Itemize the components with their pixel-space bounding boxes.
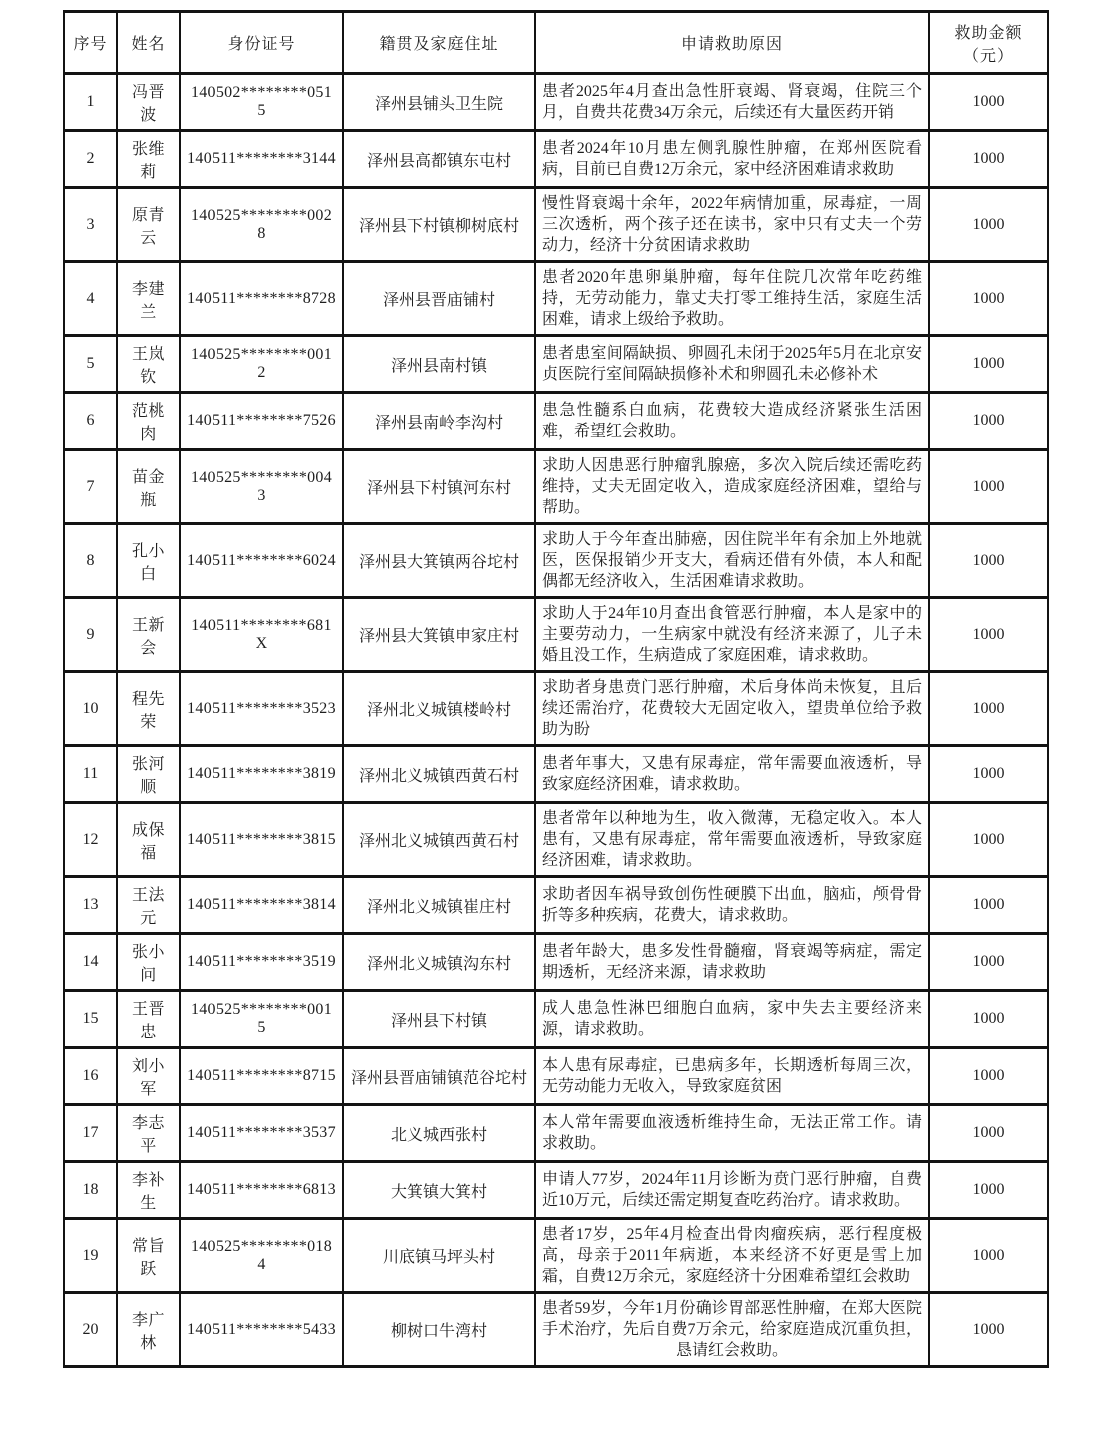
table-row bbox=[64, 746, 1048, 803]
cell-amount: 1000 bbox=[929, 1293, 1048, 1367]
cell-reason: 求助人于今年查出肺癌，因住院半年有余加上外地就医，医保报销少开支大，看病还借有外债，本人和配偶都无经济收入，生活困难请求救助。 bbox=[535, 524, 929, 598]
table-row bbox=[64, 336, 1048, 393]
cell-address: 大箕镇大箕村 bbox=[343, 1162, 535, 1219]
table-row bbox=[64, 131, 1048, 188]
cell-address: 泽州县大箕镇两谷坨村 bbox=[343, 524, 535, 598]
aid-application-table bbox=[63, 10, 1049, 1368]
table-row bbox=[64, 524, 1048, 598]
cell-address: 泽州县下村镇柳树底村 bbox=[343, 188, 535, 262]
cell-serial-number: 6 bbox=[64, 393, 117, 450]
cell-name: 常旨跃 bbox=[117, 1219, 180, 1293]
cell-serial-number: 16 bbox=[64, 1048, 117, 1105]
cell-amount: 1000 bbox=[929, 598, 1048, 672]
cell-serial-number: 12 bbox=[64, 803, 117, 877]
header-name: 姓名 bbox=[117, 12, 180, 74]
cell-id-number: 140511********3815 bbox=[180, 803, 343, 877]
cell-address: 泽州县大箕镇申家庄村 bbox=[343, 598, 535, 672]
cell-serial-number: 5 bbox=[64, 336, 117, 393]
table-row bbox=[64, 934, 1048, 991]
cell-serial-number: 7 bbox=[64, 450, 117, 524]
cell-id-number: 140511********8715 bbox=[180, 1048, 343, 1105]
cell-amount: 1000 bbox=[929, 188, 1048, 262]
cell-amount: 1000 bbox=[929, 877, 1048, 934]
cell-address: 泽州县下村镇河东村 bbox=[343, 450, 535, 524]
cell-name: 张小问 bbox=[117, 934, 180, 991]
cell-serial-number: 9 bbox=[64, 598, 117, 672]
cell-amount: 1000 bbox=[929, 803, 1048, 877]
table-header bbox=[64, 12, 1048, 74]
cell-id-number: 140511********3814 bbox=[180, 877, 343, 934]
cell-amount: 1000 bbox=[929, 1048, 1048, 1105]
cell-address: 泽州北义城镇西黄石村 bbox=[343, 746, 535, 803]
cell-reason: 求助人于24年10月查出食管恶行肿瘤，本人是家中的主要劳动力，一生病家中就没有经济来源了，儿子未婚且没工作，生病造成了家庭困难，请求救助。 bbox=[535, 598, 929, 672]
cell-amount: 1000 bbox=[929, 393, 1048, 450]
header-row bbox=[64, 12, 1048, 74]
cell-reason: 患者患室间隔缺损、卵圆孔未闭于2025年5月在北京安贞医院行室间隔缺损修补术和卵圆孔未必修补术 bbox=[535, 336, 929, 393]
table-row bbox=[64, 262, 1048, 336]
cell-name: 张维莉 bbox=[117, 131, 180, 188]
cell-id-number: 140511********7526 bbox=[180, 393, 343, 450]
cell-amount: 1000 bbox=[929, 934, 1048, 991]
cell-reason: 患者年事大，又患有尿毒症，常年需要血液透析，导致家庭经济困难，请求救助。 bbox=[535, 746, 929, 803]
table-row bbox=[64, 1219, 1048, 1293]
cell-address: 泽州县高都镇东屯村 bbox=[343, 131, 535, 188]
cell-reason: 患者年龄大，患多发性骨髓瘤，肾衰竭等病症，需定期透析，无经济来源，请求救助 bbox=[535, 934, 929, 991]
cell-amount: 1000 bbox=[929, 336, 1048, 393]
header-serial-number: 序号 bbox=[64, 12, 117, 74]
table-body bbox=[64, 74, 1048, 1367]
cell-amount: 1000 bbox=[929, 131, 1048, 188]
cell-id-number: 140511********3523 bbox=[180, 672, 343, 746]
cell-amount: 1000 bbox=[929, 746, 1048, 803]
table-row bbox=[64, 74, 1048, 131]
cell-reason: 本人常年需要血液透析维持生命，无法正常工作。请求救助。 bbox=[535, 1105, 929, 1162]
cell-address: 泽州北义城镇楼岭村 bbox=[343, 672, 535, 746]
cell-address: 泽州县南村镇 bbox=[343, 336, 535, 393]
header-reason: 申请救助原因 bbox=[535, 12, 929, 74]
cell-name: 王岚钦 bbox=[117, 336, 180, 393]
cell-name: 范桃肉 bbox=[117, 393, 180, 450]
cell-reason: 患者59岁，今年1月份确诊胃部恶性肿瘤，在郑大医院手术治疗，先后自费7万余元，给家庭造成沉重负担，恳请红会救助。 bbox=[535, 1293, 929, 1367]
cell-id-number: 140511********3519 bbox=[180, 934, 343, 991]
cell-serial-number: 4 bbox=[64, 262, 117, 336]
header-amount: 救助金额（元） bbox=[929, 12, 1048, 74]
cell-address: 柳树口牛湾村 bbox=[343, 1293, 535, 1367]
cell-serial-number: 20 bbox=[64, 1293, 117, 1367]
cell-reason: 患者2020年患卵巢肿瘤，每年住院几次常年吃药维持，无劳动能力，靠丈夫打零工维持生活，家庭生活困难，请求上级给予救助。 bbox=[535, 262, 929, 336]
cell-name: 原青云 bbox=[117, 188, 180, 262]
cell-address: 泽州县晋庙铺镇范谷坨村 bbox=[343, 1048, 535, 1105]
cell-reason: 求助者身患贲门恶行肿瘤，术后身体尚未恢复，且后续还需治疗，花费较大无固定收入，望贵单位给予救助为盼 bbox=[535, 672, 929, 746]
cell-serial-number: 18 bbox=[64, 1162, 117, 1219]
cell-id-number: 140511********6813 bbox=[180, 1162, 343, 1219]
cell-amount: 1000 bbox=[929, 1105, 1048, 1162]
table-row bbox=[64, 393, 1048, 450]
table-row bbox=[64, 803, 1048, 877]
cell-address: 北义城西张村 bbox=[343, 1105, 535, 1162]
cell-address: 泽州县南岭李沟村 bbox=[343, 393, 535, 450]
cell-name: 孔小白 bbox=[117, 524, 180, 598]
cell-serial-number: 13 bbox=[64, 877, 117, 934]
cell-amount: 1000 bbox=[929, 1162, 1048, 1219]
cell-name: 张河顺 bbox=[117, 746, 180, 803]
cell-serial-number: 19 bbox=[64, 1219, 117, 1293]
cell-serial-number: 17 bbox=[64, 1105, 117, 1162]
cell-id-number: 140511********8728 bbox=[180, 262, 343, 336]
cell-amount: 1000 bbox=[929, 524, 1048, 598]
cell-id-number: 140511********6024 bbox=[180, 524, 343, 598]
header-id-number: 身份证号 bbox=[180, 12, 343, 74]
cell-serial-number: 2 bbox=[64, 131, 117, 188]
table-row bbox=[64, 1048, 1048, 1105]
cell-name: 刘小军 bbox=[117, 1048, 180, 1105]
cell-name: 李广林 bbox=[117, 1293, 180, 1367]
cell-name: 李志平 bbox=[117, 1105, 180, 1162]
cell-reason: 求助人因患恶行肿瘤乳腺癌，多次入院后续还需吃药维持，丈夫无固定收入，造成家庭经济困难，望给与帮助。 bbox=[535, 450, 929, 524]
cell-reason: 患者17岁，25年4月检查出骨肉瘤疾病，恶行程度极高，母亲于2011年病逝，本来经济不好更是雪上加霜，自费12万余元，家庭经济十分困难希望红会救助 bbox=[535, 1219, 929, 1293]
cell-reason: 患者2024年10月患左侧乳腺性肿瘤，在郑州医院看病，目前已自费12万余元，家中经济困难请求救助 bbox=[535, 131, 929, 188]
table-row bbox=[64, 598, 1048, 672]
cell-serial-number: 11 bbox=[64, 746, 117, 803]
cell-name: 王晋忠 bbox=[117, 991, 180, 1048]
cell-amount: 1000 bbox=[929, 672, 1048, 746]
cell-amount: 1000 bbox=[929, 991, 1048, 1048]
table-row bbox=[64, 1293, 1048, 1367]
cell-id-number: 140525********0028 bbox=[180, 188, 343, 262]
cell-id-number: 140511********5433 bbox=[180, 1293, 343, 1367]
cell-reason: 成人患急性淋巴细胞白血病，家中失去主要经济来源，请求救助。 bbox=[535, 991, 929, 1048]
cell-id-number: 140511********3144 bbox=[180, 131, 343, 188]
cell-id-number: 140511********3537 bbox=[180, 1105, 343, 1162]
cell-name: 成保福 bbox=[117, 803, 180, 877]
cell-id-number: 140525********0015 bbox=[180, 991, 343, 1048]
table-row bbox=[64, 877, 1048, 934]
cell-id-number: 140525********0012 bbox=[180, 336, 343, 393]
cell-serial-number: 10 bbox=[64, 672, 117, 746]
cell-amount: 1000 bbox=[929, 1219, 1048, 1293]
cell-serial-number: 8 bbox=[64, 524, 117, 598]
cell-name: 冯晋波 bbox=[117, 74, 180, 131]
table-row bbox=[64, 1105, 1048, 1162]
cell-address: 泽州北义城镇西黄石村 bbox=[343, 803, 535, 877]
table-row bbox=[64, 450, 1048, 524]
cell-name: 李建兰 bbox=[117, 262, 180, 336]
cell-address: 泽州县晋庙铺村 bbox=[343, 262, 535, 336]
cell-name: 李补生 bbox=[117, 1162, 180, 1219]
cell-amount: 1000 bbox=[929, 450, 1048, 524]
cell-serial-number: 15 bbox=[64, 991, 117, 1048]
cell-reason: 患者2025年4月查出急性肝衰竭、肾衰竭，住院三个月，自费共花费34万余元，后续还有大量医药开销 bbox=[535, 74, 929, 131]
header-address: 籍贯及家庭住址 bbox=[343, 12, 535, 74]
cell-amount: 1000 bbox=[929, 262, 1048, 336]
cell-reason: 患者常年以种地为生，收入微薄，无稳定收入。本人患有，又患有尿毒症，常年需要血液透析，导致家庭经济困难，请求救助。 bbox=[535, 803, 929, 877]
table-row bbox=[64, 188, 1048, 262]
table-row bbox=[64, 1162, 1048, 1219]
cell-id-number: 140511********681X bbox=[180, 598, 343, 672]
cell-address: 泽州县铺头卫生院 bbox=[343, 74, 535, 131]
cell-name: 苗金瓶 bbox=[117, 450, 180, 524]
cell-address: 泽州北义城镇崔庄村 bbox=[343, 877, 535, 934]
cell-name: 程先荣 bbox=[117, 672, 180, 746]
cell-amount: 1000 bbox=[929, 74, 1048, 131]
table-row bbox=[64, 991, 1048, 1048]
cell-id-number: 140502********0515 bbox=[180, 74, 343, 131]
cell-id-number: 140525********0043 bbox=[180, 450, 343, 524]
cell-name: 王法元 bbox=[117, 877, 180, 934]
cell-reason: 求助者因车祸导致创伤性硬膜下出血，脑疝，颅骨骨折等多种疾病，花费大，请求救助。 bbox=[535, 877, 929, 934]
cell-serial-number: 1 bbox=[64, 74, 117, 131]
cell-reason: 申请人77岁，2024年11月诊断为贲门恶行肿瘤，自费近10万元，后续还需定期复查吃药治疗。请求救助。 bbox=[535, 1162, 929, 1219]
cell-serial-number: 14 bbox=[64, 934, 117, 991]
cell-id-number: 140525********0184 bbox=[180, 1219, 343, 1293]
cell-reason: 本人患有尿毒症，已患病多年，长期透析每周三次，无劳动能力无收入，导致家庭贫困 bbox=[535, 1048, 929, 1105]
cell-reason: 患急性髓系白血病，花费较大造成经济紧张生活困难，希望红会救助。 bbox=[535, 393, 929, 450]
table-row bbox=[64, 672, 1048, 746]
cell-reason: 慢性肾衰竭十余年，2022年病情加重，尿毒症，一周三次透析，两个孩子还在读书，家中只有丈夫一个劳动力，经济十分贫困请求救助 bbox=[535, 188, 929, 262]
cell-id-number: 140511********3819 bbox=[180, 746, 343, 803]
cell-serial-number: 3 bbox=[64, 188, 117, 262]
cell-address: 泽州北义城镇沟东村 bbox=[343, 934, 535, 991]
cell-address: 川底镇马坪头村 bbox=[343, 1219, 535, 1293]
cell-name: 王新会 bbox=[117, 598, 180, 672]
cell-address: 泽州县下村镇 bbox=[343, 991, 535, 1048]
